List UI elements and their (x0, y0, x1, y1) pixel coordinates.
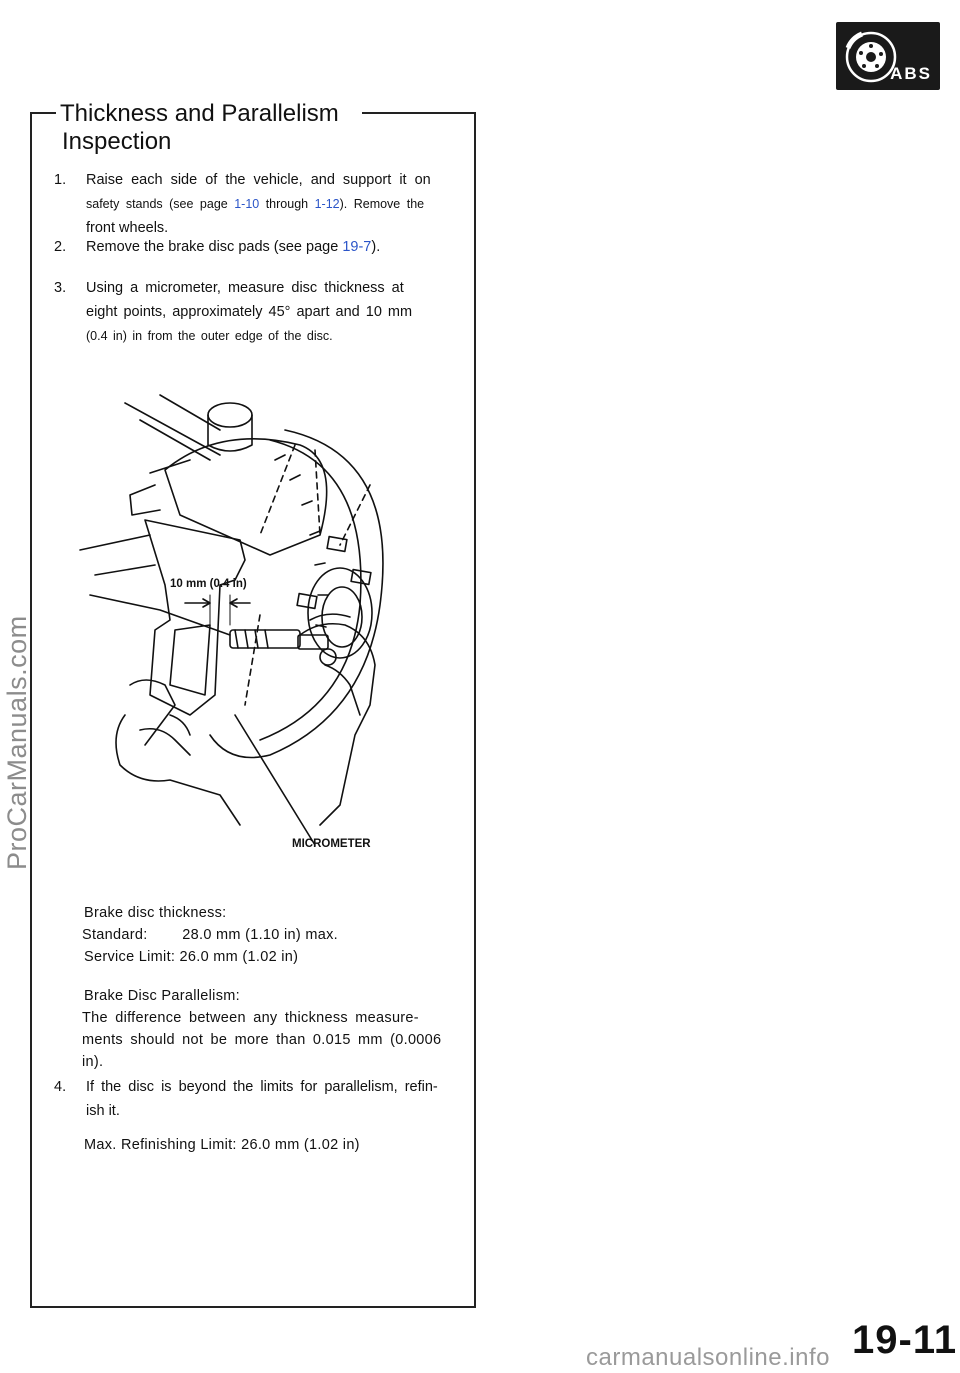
max-refinishing-limit: Max. Refinishing Limit: 26.0 mm (1.02 in) (84, 1137, 360, 1153)
parallelism-heading: Brake Disc Parallelism: (84, 988, 240, 1004)
step-2-text-b: ). (371, 239, 381, 255)
thickness-heading: Brake disc thickness: (84, 905, 227, 921)
frame-top-rule-left (30, 112, 56, 114)
step-4 (54, 1075, 464, 1123)
step-3-line1: Using a micrometer, measure disc thickness at (86, 280, 404, 296)
step-2 (54, 235, 464, 259)
step-number: 1. (54, 172, 67, 188)
step-1 (54, 168, 464, 240)
step-1-line2 (86, 192, 464, 216)
step-1-line3: front wheels. (86, 220, 169, 236)
brake-disc-measurement-drawing (70, 385, 400, 855)
step-1-text-b: through (259, 197, 315, 211)
micrometer-callout: MICROMETER (292, 838, 371, 850)
step-2-text-a: Remove the brake disc pads (see page (86, 239, 343, 255)
step-4-line1: If the disc is beyond the limits for parallelism, refin- (86, 1079, 438, 1095)
parallelism-spec (84, 985, 464, 1073)
step-1-text-a: safety stands (see page (86, 197, 235, 211)
parallelism-line1: The difference between any thickness measure- (82, 1010, 419, 1026)
step-4-line2: ish it. (86, 1103, 120, 1119)
step-3-line2: eight points, approximately 45° apart and 10 mm (86, 304, 413, 320)
step-1-text-c: ). Remove the (339, 197, 425, 211)
page-link-1-10[interactable]: 1-10 (234, 197, 260, 211)
step-number: 4. (54, 1079, 67, 1095)
page-link-1-12[interactable]: 1-12 (314, 197, 340, 211)
frame-top-rule-right (362, 112, 474, 114)
page-link-19-7[interactable]: 19-7 (342, 239, 372, 255)
section-title-line1: Thickness and Parallelism (60, 100, 339, 127)
standard-label: Standard: (82, 927, 148, 943)
footer-site: carmanualsonline.info (586, 1344, 830, 1371)
step-3 (54, 276, 464, 348)
thickness-spec (84, 902, 464, 968)
micrometer-illustration (70, 385, 400, 855)
step-number: 3. (54, 280, 67, 296)
watermark: ProCarManuals.com (2, 615, 32, 870)
page-number: 19-11 (852, 1318, 958, 1362)
step-number: 2. (54, 239, 67, 255)
service-limit: Service Limit: 26.0 mm (1.02 in) (84, 949, 299, 965)
step-2-text (86, 235, 464, 259)
parallelism-line2: ments should not be more than 0.015 mm (0.0006 (82, 1032, 442, 1048)
dimension-label: 10 mm (0.4 in) (170, 578, 247, 590)
step-1-line1: Raise each side of the vehicle, and support it on (86, 172, 431, 188)
abs-label: ABS (890, 64, 932, 83)
step-3-line3: (0.4 in) in from the outer edge of the disc. (86, 329, 333, 343)
parallelism-line3: in). (82, 1054, 104, 1070)
section-title-line2: Inspection (62, 128, 172, 155)
standard-row (82, 924, 464, 946)
section-title (60, 100, 345, 156)
abs-badge (836, 22, 940, 90)
standard-value: 28.0 mm (1.10 in) max. (182, 927, 338, 943)
